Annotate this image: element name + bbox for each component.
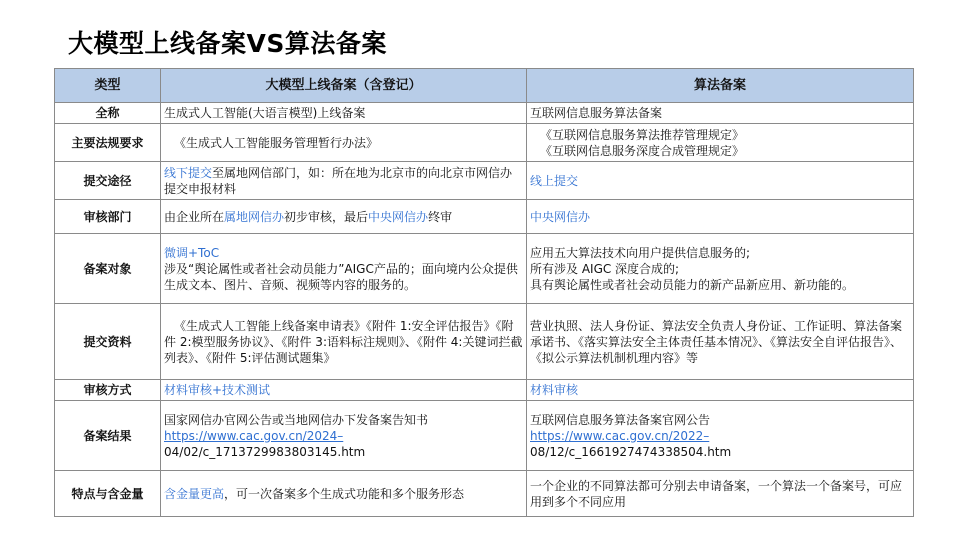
header-type: 类型 <box>55 69 161 103</box>
cell-algo <box>527 124 914 162</box>
highlight-text: 材料审核+技术测试 <box>164 383 271 397</box>
row-label: 备案结果 <box>55 401 161 471</box>
algo-target-line: 所有涉及 AIGC 深度合成的; <box>530 261 680 276</box>
cell-algo <box>527 380 914 401</box>
cell-text: 互联网信息服务算法备案官网公告 <box>530 412 711 427</box>
highlight-text: 中央网信办 <box>530 209 591 224</box>
row-label: 备案对象 <box>55 234 161 304</box>
cell-llm <box>161 124 527 162</box>
link-tail: 08/12/c_1661927474338504.htm <box>530 444 732 459</box>
algo-target-line: 应用五大算法技术向用户提供信息服务的; <box>530 245 751 260</box>
highlight-text: 材料审核 <box>530 383 579 397</box>
header-algo: 算法备案 <box>527 69 914 103</box>
row-label: 主要法规要求 <box>55 124 161 162</box>
cell-algo <box>527 401 914 471</box>
announcement-link[interactable]: https://www.cac.gov.cn/2022– <box>530 428 710 443</box>
algo-law-line: 《互联网信息服务深度合成管理规定》 <box>540 143 745 158</box>
header-llm: 大模型上线备案（含登记） <box>161 69 527 103</box>
row-label: 全称 <box>55 103 161 124</box>
table-row-channel <box>55 162 914 200</box>
cell-algo <box>527 200 914 234</box>
cell-text: 至属地网信部门，如：所在地为北京市的向北京市网信办提交申报材料 <box>164 165 513 196</box>
table-row-full-name <box>55 103 914 124</box>
highlight-text: 线下提交 <box>164 165 213 180</box>
cell-llm <box>161 471 527 517</box>
cell-llm <box>161 401 527 471</box>
cell-llm <box>161 200 527 234</box>
highlight-text: 中央网信办 <box>368 209 429 224</box>
cell-text: 初步审核，最后 <box>284 209 369 224</box>
table-row-review-dept <box>55 200 914 234</box>
row-label: 特点与含金量 <box>55 471 161 517</box>
cell-llm: 生成式人工智能(大语言模型)上线备案 <box>161 103 527 124</box>
row-label: 审核部门 <box>55 200 161 234</box>
highlight-text: 属地网信办 <box>224 209 285 224</box>
cell-llm <box>161 234 527 304</box>
page-title: 大模型上线备案VS算法备案 <box>68 29 387 58</box>
table-row-result <box>55 401 914 471</box>
table-row-law <box>55 124 914 162</box>
row-label: 提交途径 <box>55 162 161 200</box>
highlight-text: 线上提交 <box>530 173 579 188</box>
cell-text: 终审 <box>428 209 453 224</box>
cell-algo: 营业执照、法人身份证、算法安全负责人身份证、工作证明、算法备案承诺书、《落实算法安全主体责任基本情况》、《算法安全自评估报告》、《拟公示算法机制机理内容》等 <box>527 304 914 380</box>
highlight-text: 微调+ToC <box>164 245 220 260</box>
cell-algo: 一个企业的不同算法都可分别去申请备案，一个算法一个备案号，可应用到多个不同应用 <box>527 471 914 517</box>
announcement-link[interactable]: https://www.cac.gov.cn/2024– <box>164 428 344 443</box>
table-row-materials <box>55 304 914 380</box>
row-label: 审核方式 <box>55 380 161 401</box>
cell-llm <box>161 162 527 200</box>
cell-text: 涉及“舆论属性或者社会动员能力”AIGC产品的；面向境内公众提供生成文本、图片、音频、视频等内容的服务的。 <box>164 261 518 292</box>
highlight-text: 含金量更高 <box>164 486 225 501</box>
llm-law-text: 《生成式人工智能服务管理暂行办法》 <box>174 135 379 150</box>
link-tail: 04/02/c_1713729983803145.htm <box>164 444 366 459</box>
table-row-review-method <box>55 380 914 401</box>
cell-text: 由企业所在 <box>164 209 225 224</box>
table-row-features <box>55 471 914 517</box>
cell-llm: 《生成式人工智能上线备案申请表》《附件 1:安全评估报告》《附件 2:模型服务协议》、《附件 3:语料标注规则》、《附件 4:关键词拦截列表》、《附件 5:评估测试题集》 <box>161 304 527 380</box>
algo-law-line: 《互联网信息服务算法推荐管理规定》 <box>540 127 745 142</box>
cell-llm <box>161 380 527 401</box>
cell-algo <box>527 234 914 304</box>
comparison-table <box>54 68 914 517</box>
table-header-row <box>55 69 914 103</box>
row-label: 提交资料 <box>55 304 161 380</box>
algo-target-line: 具有舆论属性或者社会动员能力的新产品新应用、新功能的。 <box>530 277 855 292</box>
cell-algo <box>527 162 914 200</box>
cell-text: ，可一次备案多个生成式功能和多个服务形态 <box>224 486 465 501</box>
cell-text: 国家网信办官网公告或当地网信办下发备案告知书 <box>164 412 429 427</box>
cell-algo: 互联网信息服务算法备案 <box>527 103 914 124</box>
table-row-target <box>55 234 914 304</box>
